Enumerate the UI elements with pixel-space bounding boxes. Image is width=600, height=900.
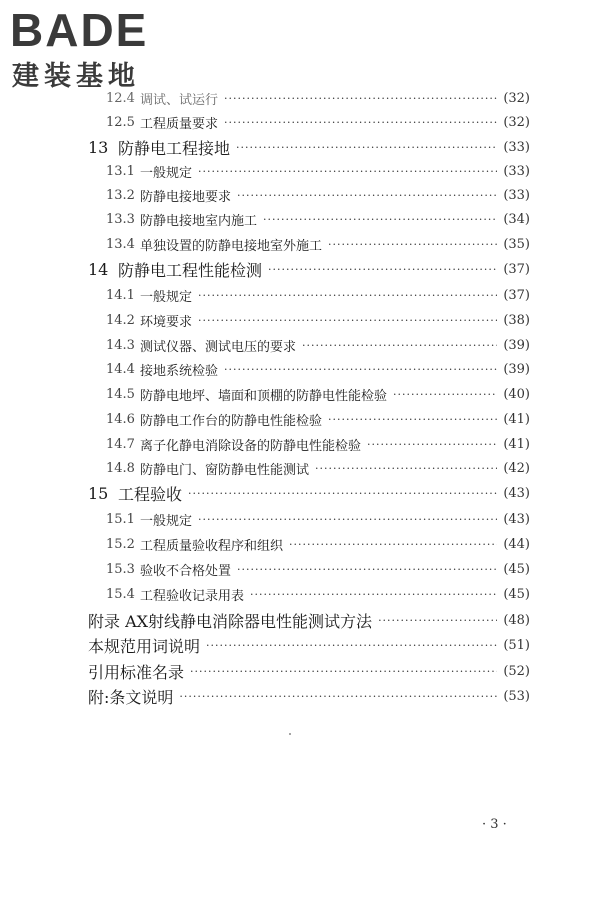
toc-entry-number: 15.1 (106, 511, 135, 527)
toc-entry-page: (33) (503, 139, 530, 155)
toc-entry-title: 防静电接地室内施工 (140, 213, 258, 229)
toc-entry-number: 13.4 (106, 236, 135, 252)
toc-leader-dots (378, 614, 497, 627)
toc-leader-dots (190, 665, 497, 678)
toc-entry-number: 15.3 (106, 561, 135, 577)
toc-entry-page: (39) (503, 361, 530, 377)
toc-entry-page: (42) (503, 460, 530, 476)
toc-entry-title: 一般规定 (140, 165, 193, 181)
toc-entry-title: 防静电工作台的防静电性能检验 (140, 413, 323, 429)
toc-leader-dots (236, 141, 497, 154)
toc-entry[interactable] (106, 309, 530, 331)
toc-leader-dots (263, 213, 497, 226)
toc-entry-page: (44) (503, 536, 530, 552)
toc-entry-page: (43) (503, 485, 530, 501)
toc-entry-page: (37) (503, 287, 530, 303)
toc-entry-number: 15.2 (106, 536, 135, 552)
toc-entry-title: X射线静电消除器电性能测试方法 (136, 611, 373, 631)
toc-entry-page: (45) (503, 561, 530, 577)
toc-entry-title: 单独设置的防静电接地室外施工 (140, 238, 323, 254)
toc-entry[interactable] (88, 258, 530, 280)
toc-leader-dots (289, 538, 497, 551)
toc-entry-number: 14.2 (106, 312, 135, 328)
page-speck (289, 733, 291, 735)
toc-entry[interactable] (106, 433, 530, 455)
toc-leader-dots (198, 513, 497, 526)
toc-leader-dots (206, 639, 497, 652)
toc-entry-title: 防静电地坪、墙面和顶棚的防静电性能检验 (140, 388, 388, 404)
toc-entry-page: (51) (503, 637, 530, 653)
toc-entry-number: 14.5 (106, 386, 135, 402)
toc-entry-page: (40) (503, 386, 530, 402)
toc-entry-title: 防静电工程接地 (118, 138, 231, 158)
toc-entry[interactable] (106, 533, 530, 555)
toc-entry[interactable] (106, 583, 530, 605)
toc-entry[interactable] (106, 508, 530, 530)
toc-entry-page: (37) (503, 261, 530, 277)
toc-leader-dots (198, 314, 497, 327)
toc-entry-title: 接地系统检验 (140, 363, 219, 379)
toc-leader-dots (302, 339, 497, 352)
toc-entry-number: 12.4 (106, 90, 135, 106)
toc-entry-page: (43) (503, 511, 530, 527)
toc-entry-title: 验收不合格处置 (140, 563, 232, 579)
toc-entry[interactable] (88, 609, 530, 631)
toc-leader-dots (367, 438, 497, 451)
toc-leader-dots (328, 413, 497, 426)
toc-entry-page: (53) (503, 688, 530, 704)
toc-entry[interactable] (106, 233, 530, 255)
toc-entry-title: 工程验收 (118, 484, 183, 504)
page-number: · 3 · (482, 817, 507, 832)
toc-entry-title: 工程质量验收程序和组织 (140, 538, 284, 554)
toc-entry-number: 14.4 (106, 361, 135, 377)
toc-entry[interactable] (106, 457, 530, 479)
toc-entry-title: 附:条文说明 (88, 687, 174, 707)
toc-entry[interactable] (88, 660, 530, 682)
toc-entry-title: 离子化静电消除设备的防静电性能检验 (140, 438, 362, 454)
toc-entry-page: (52) (503, 663, 530, 679)
toc-entry-page: (41) (503, 436, 530, 452)
toc-entry-title: 测试仪器、测试电压的要求 (140, 339, 297, 355)
toc-entry[interactable] (106, 184, 530, 206)
toc-entry-number: 附录 A (88, 611, 137, 631)
toc-entry[interactable] (106, 111, 530, 133)
toc-leader-dots (179, 690, 497, 703)
toc-leader-dots (328, 238, 497, 251)
toc-entry-page: (34) (503, 211, 530, 227)
toc-entry-number: 14.1 (106, 287, 135, 303)
toc-leader-dots (198, 165, 497, 178)
toc-entry[interactable] (106, 160, 530, 182)
toc-entry[interactable] (106, 334, 530, 356)
toc-leader-dots (250, 588, 497, 601)
toc-entry-title: 工程验收记录用表 (140, 588, 245, 604)
toc-entry[interactable] (106, 284, 530, 306)
toc-entry-number: 12.5 (106, 114, 135, 130)
logo-wordmark: BADE (10, 4, 149, 56)
toc-leader-dots (224, 116, 497, 129)
toc-entry[interactable] (106, 408, 530, 430)
toc-entry-page: (48) (503, 612, 530, 628)
toc-entry-number: 14 (88, 259, 109, 279)
toc-leader-dots (237, 189, 497, 202)
toc-entry-title: 防静电门、窗防静电性能测试 (140, 462, 310, 478)
toc-entry-title: 防静电接地要求 (140, 189, 232, 205)
toc-entry-title: 防静电工程性能检测 (118, 260, 263, 280)
toc-entry-title: 环境要求 (140, 314, 193, 330)
toc-entry-number: 15.4 (106, 586, 135, 602)
toc-entry-number: 13.1 (106, 163, 135, 179)
toc-leader-dots (268, 263, 497, 276)
toc-entry[interactable] (106, 358, 530, 380)
toc-entry[interactable] (88, 634, 530, 656)
toc-entry-number: 14.6 (106, 411, 135, 427)
toc-entry-page: (33) (503, 163, 530, 179)
toc-entry-title: 本规范用词说明 (88, 636, 201, 656)
toc-entry-page: (33) (503, 187, 530, 203)
toc-entry-number: 13.2 (106, 187, 135, 203)
toc-leader-dots (393, 388, 497, 401)
toc-entry[interactable] (88, 685, 530, 707)
toc-entry[interactable] (106, 558, 530, 580)
toc-entry[interactable] (106, 383, 530, 405)
toc-entry-number: 14.3 (106, 337, 135, 353)
toc-entry-title: 一般规定 (140, 513, 193, 529)
toc-entry-page: (41) (503, 411, 530, 427)
toc-entry-page: (32) (503, 90, 530, 106)
toc-leader-dots (188, 487, 497, 500)
toc-entry-page: (32) (503, 114, 530, 130)
toc-entry-page: (35) (503, 236, 530, 252)
toc-entry-title: 引用标准名录 (88, 662, 185, 682)
toc-entry-page: (38) (503, 312, 530, 328)
toc-leader-dots (224, 363, 497, 376)
toc-entry[interactable] (106, 87, 530, 109)
toc-entry-title: 工程质量要求 (140, 116, 219, 132)
toc-entry-page: (39) (503, 337, 530, 353)
toc-entry[interactable] (88, 482, 530, 504)
toc-entry-page: (45) (503, 586, 530, 602)
toc-entry[interactable] (88, 136, 530, 158)
toc-entry-title: 调试、试运行 (140, 92, 219, 108)
toc-entry[interactable] (106, 208, 530, 230)
toc-entry-number: 15 (88, 483, 109, 503)
toc-leader-dots (224, 92, 497, 105)
toc-leader-dots (198, 289, 497, 302)
toc-leader-dots (237, 563, 497, 576)
toc-entry-number: 13 (88, 137, 109, 157)
toc-entry-title: 一般规定 (140, 289, 193, 305)
toc-entry-number: 14.8 (106, 460, 135, 476)
toc-leader-dots (315, 462, 497, 475)
toc-entry-number: 14.7 (106, 436, 135, 452)
toc-entry-number: 13.3 (106, 211, 135, 227)
logo-subtitle: 建装基地 (12, 61, 140, 92)
